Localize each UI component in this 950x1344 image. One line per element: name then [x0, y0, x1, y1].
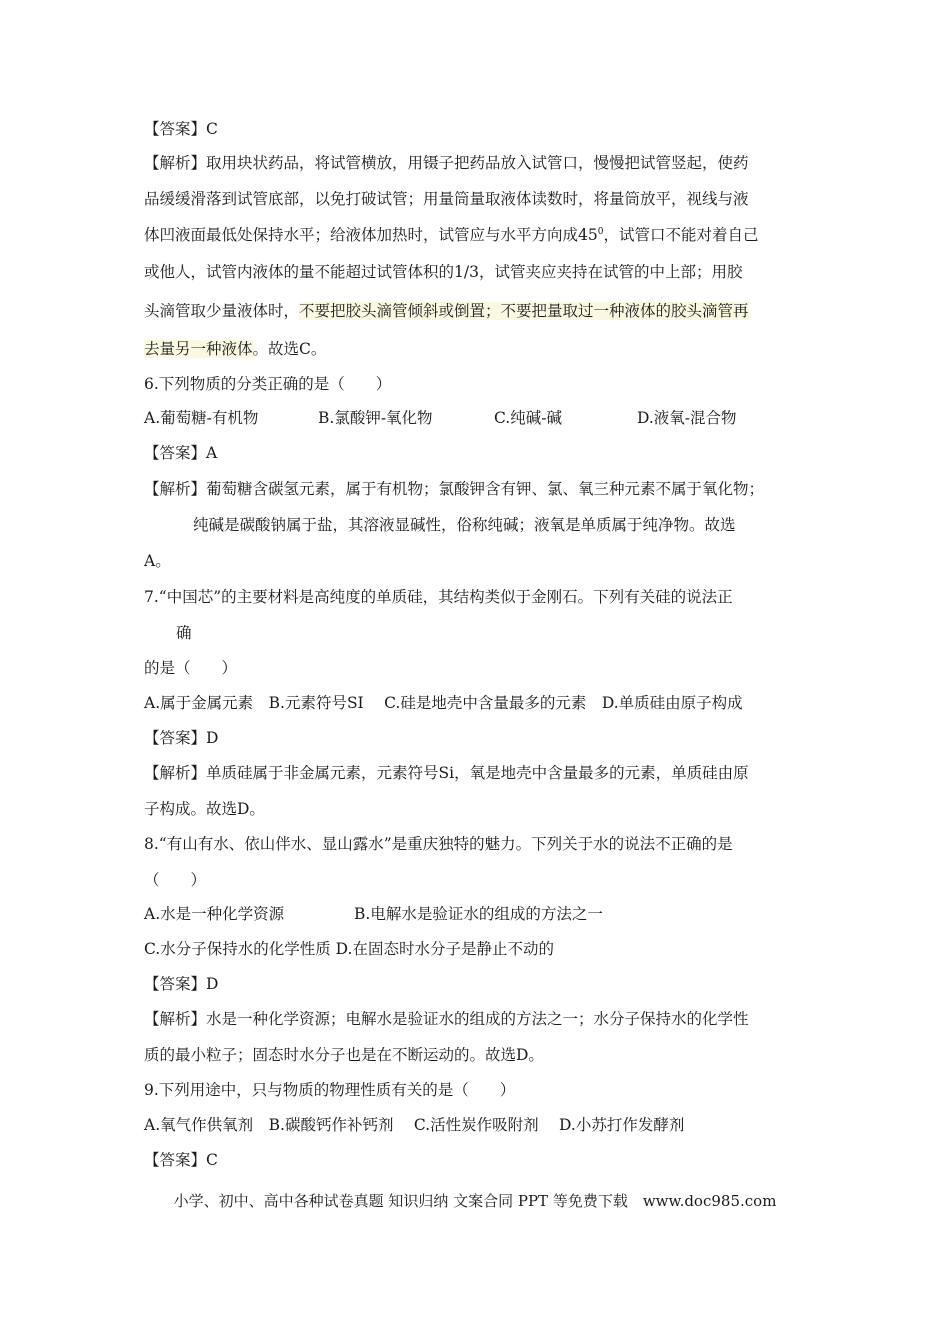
q6-analysis-line: A。 [144, 552, 171, 570]
q5-analysis-line: 【解析】取用块状药品，将试管横放，用镊子把药品放入试管口，慢慢把试管竖起，使药 [144, 154, 749, 172]
q7-options: A.属于金属元素 B.元素符号SI C.硅是地壳中含量最多的元素 D.单质硅由原子构成 [144, 694, 743, 712]
q6-stem: 6.下列物质的分类正确的是（ ） [144, 375, 392, 393]
q8-answer: 【答案】D [144, 975, 219, 993]
q9-stem: 9.下列用途中，只与物质的物理性质有关的是（ ） [144, 1081, 516, 1099]
q5-analysis-text: ，试管口不能对着自己 [603, 226, 759, 244]
q7-analysis-line: 子构成。故选D。 [144, 800, 265, 818]
q6-option-c: C.纯碱-碱 [494, 409, 562, 427]
q8-option-a: A.水是一种化学资源 [144, 905, 285, 923]
q5-analysis-line [144, 338, 326, 360]
q5-analysis-line: 品缓缓滑落到试管底部，以免打破试管；用量筒量取液体读数时，将量筒放平，视线与液 [144, 190, 749, 208]
highlighted-text: 不要把胶头滴管倾斜或倒置；不要把量取过一种液体的胶头滴管再 [299, 302, 749, 320]
q7-analysis-line: 【解析】单质硅属于非金属元素，元素符号Si，氧是地壳中含量最多的元素，单质硅由原 [144, 764, 749, 782]
degree-superscript: 0 [597, 227, 604, 237]
q5-analysis-line [144, 300, 749, 322]
q6-option-a: A.葡萄糖-有机物 [144, 409, 259, 427]
q5-analysis-text: 。故选C。 [252, 340, 327, 358]
q5-answer: 【答案】C [144, 120, 218, 138]
q9-options: A.氧气作供氧剂 B.碳酸钙作补钙剂 C.活性炭作吸附剂 D.小苏打作发酵剂 [144, 1116, 685, 1134]
q7-stem: 确 [176, 624, 192, 642]
q6-analysis-line: 纯碱是碳酸钠属于盐，其溶液显碱性，俗称纯碱；液氧是单质属于纯净物。故选 [193, 516, 736, 534]
q5-analysis-text: 头滴管取少量液体时， [144, 302, 300, 320]
q6-analysis-line: 【解析】葡萄糖含碳氢元素，属于有机物；氯酸钾含有钾、氯、氧三种元素不属于氧化物； [144, 480, 765, 498]
q5-analysis-text: 体凹液面最低处保持水平；给液体加热时，试管应与水平方向成45 [144, 226, 598, 244]
q8-analysis-line: 【解析】水是一种化学资源；电解水是验证水的组成的方法之一；水分子保持水的化学性 [144, 1010, 749, 1028]
page-footer: 小学、初中、高中各种试卷真题 知识归纳 文案合同 PPT 等免费下载 www.doc985.com [173, 1192, 777, 1210]
q8-stem: （ ） [144, 871, 207, 889]
q8-stem: 8.“有山有水、依山伴水、显山露水”是重庆独特的魅力。下列关于水的说法不正确的是 [144, 835, 733, 853]
q8-options-cd: C.水分子保持水的化学性质 D.在固态时水分子是静止不动的 [144, 940, 554, 958]
q6-answer: 【答案】A [144, 444, 218, 462]
q9-answer: 【答案】C [144, 1151, 218, 1169]
q6-option-d: D.液氧-混合物 [637, 409, 737, 427]
q7-answer: 【答案】D [144, 729, 219, 747]
q5-analysis-line [144, 224, 758, 246]
q5-analysis-line: 或他人，试管内液体的量不能超过试管体积的1/3，试管夹应夹持在试管的中上部；用胶 [144, 263, 743, 281]
q8-option-b: B.电解水是验证水的组成的方法之一 [354, 905, 603, 923]
q7-stem: 7.“中国芯”的主要材料是高纯度的单质硅，其结构类似于金刚石。下列有关硅的说法正 [144, 588, 733, 606]
q8-analysis-line: 质的最小粒子；固态时水分子也是在不断运动的。故选D。 [144, 1046, 544, 1064]
q6-option-b: B.氯酸钾-氧化物 [318, 409, 433, 427]
q7-stem: 的是（ ） [144, 659, 238, 677]
highlighted-text: 去量另一种液体 [144, 340, 253, 358]
